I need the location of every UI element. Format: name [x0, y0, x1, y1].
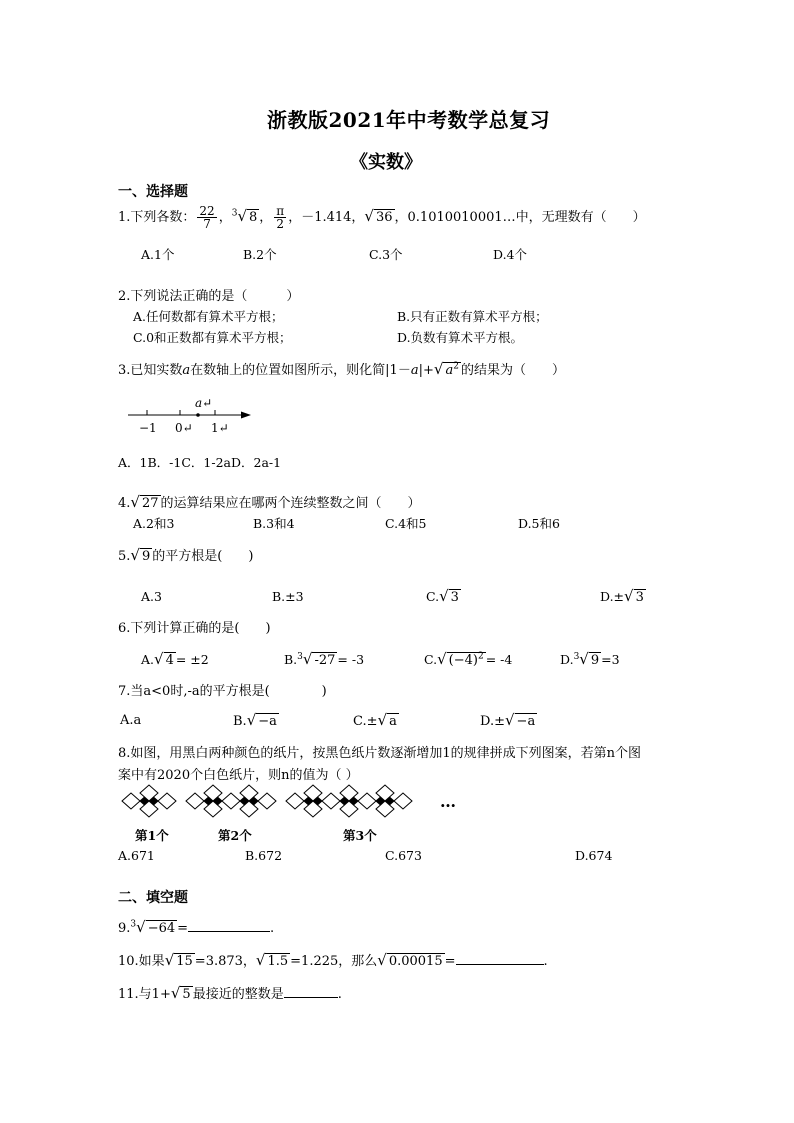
radical-icon: √	[579, 650, 589, 668]
q5-option-c-radicand: 3	[450, 590, 459, 605]
q4-prefix: 4.	[118, 496, 131, 511]
pattern-3	[286, 785, 412, 817]
q9-answer-blank[interactable]	[188, 919, 270, 932]
q3-exponent: 2	[453, 361, 459, 372]
q10-answer-blank[interactable]	[456, 952, 544, 965]
q10-value-2: =1.225，那么	[290, 954, 378, 969]
q3-stem-b: 在数轴上的位置如图所示，则化简|1－	[190, 363, 411, 378]
page-subtitle: 《实数》	[350, 152, 422, 173]
section-choice-heading: 一、选择题	[118, 184, 188, 200]
q1-prefix: 1.下列各数：	[118, 210, 196, 225]
q1-frac1-num: 22	[199, 204, 215, 218]
q7-option-a: A.a	[120, 713, 142, 728]
number-line-tick-0: 0↵	[175, 421, 193, 435]
question-5	[118, 545, 253, 564]
q6-c-radicand-base: (−4)	[448, 653, 478, 668]
q5-sqrt-radicand: 9	[141, 549, 151, 564]
q11-end: .	[337, 987, 342, 1002]
number-line-tick-neg1: −1	[139, 421, 157, 435]
number-line-label-a: a↵	[195, 396, 213, 410]
q5-suffix: 的平方根是( )	[152, 549, 254, 564]
q2-option-c: C.0和正数都有算术平方根；	[133, 330, 292, 345]
q8-ellipsis: …	[440, 792, 456, 811]
radical-icon: √	[439, 587, 449, 605]
q1-frac2-den: 2	[276, 217, 285, 231]
number-line-diagram	[125, 393, 260, 443]
q6-c-exponent: 2	[477, 651, 484, 662]
q3-stem-d: 的结果为（ ）	[460, 363, 565, 378]
q1-cbrt-index: 3	[231, 208, 238, 219]
q6-a-result: = ±2	[175, 652, 209, 667]
q6-option-c	[424, 650, 512, 668]
question-9	[118, 918, 274, 936]
q3-sqrt-radicand	[443, 362, 461, 378]
q5-option-d-label: D.±	[600, 589, 625, 604]
q7-option-c	[353, 711, 399, 729]
q4-option-b: B.3和4	[253, 516, 295, 531]
radical-icon: √	[302, 650, 313, 668]
q6-c-result: = -4	[485, 652, 513, 667]
radical-icon: √	[130, 493, 140, 511]
q1-frac1-den: 7	[203, 217, 211, 231]
q6-a-radicand: 4	[165, 653, 174, 668]
question-8-line-2: 案中有2020个白色纸片，则n的值为（ ）	[118, 768, 359, 783]
q11-radicand: 5	[182, 987, 191, 1002]
question-2: 2.下列说法正确的是（ ）	[118, 289, 300, 304]
q2-option-a: A.任何数都有算术平方根；	[133, 309, 284, 324]
radical-icon: √	[130, 546, 140, 564]
q5-option-c-label: C.	[426, 589, 440, 604]
question-3	[118, 359, 565, 378]
radical-icon: √	[170, 984, 181, 1002]
q3-rad-var: a	[445, 363, 454, 378]
radical-icon: √	[246, 711, 257, 729]
q6-d-radicand: 9	[590, 653, 600, 668]
q1-mid: ，－1.414，	[288, 210, 365, 225]
q1-fraction-22-7	[197, 205, 216, 230]
q5-option-b: B.±3	[272, 589, 304, 604]
radical-icon: √	[504, 711, 515, 729]
q8-label-3: 第3个	[343, 828, 377, 843]
q3-stem-c: |+	[418, 363, 434, 378]
q7-c-label: C.±	[353, 714, 378, 729]
radical-icon: √	[364, 207, 374, 225]
q4-option-a: A.2和3	[133, 516, 175, 531]
q10-end: .	[543, 954, 548, 969]
question-4	[118, 492, 421, 511]
question-8-line-1: 8.如图，用黑白两种颜色的纸片，按黑色纸片数逐渐增加1的规律拼成下列图案，若第n个图	[118, 746, 642, 761]
q5-option-d	[600, 587, 646, 605]
q6-d-result: =3	[601, 652, 620, 667]
radical-icon: √	[136, 918, 146, 936]
q9-equals: =	[177, 921, 189, 936]
q4-suffix: 的运算结果应在哪两个连续整数之间（ ）	[160, 496, 421, 511]
q5-option-a: A.3	[141, 589, 162, 604]
q3-answers: A．1B．-1C．1-2aD．2a-1	[118, 455, 282, 470]
radical-icon: √	[164, 951, 175, 969]
q11-suffix: 最接近的整数是	[192, 987, 284, 1002]
q7-option-b	[233, 711, 279, 729]
tile-pattern-figure	[118, 784, 438, 828]
q6-option-b	[284, 650, 364, 668]
radical-icon: √	[377, 711, 388, 729]
q4-option-c: C.4和5	[385, 516, 427, 531]
q1-cbrt-radicand: 8	[249, 210, 258, 225]
q6-option-a	[141, 650, 209, 668]
q10-prefix: 10.如果	[118, 954, 165, 969]
q10-value-1: =3.873，	[194, 954, 256, 969]
q1-sqrt-radicand: 36	[375, 210, 393, 225]
page-title: 浙教版2021年中考数学总复习	[267, 108, 551, 132]
q8-label-2: 第2个	[218, 828, 252, 843]
q6-d-label: D.	[560, 652, 574, 667]
q7-b-radicand: −a	[258, 714, 277, 729]
q4-option-d: D.5和6	[518, 516, 560, 531]
radical-icon: √	[624, 587, 634, 605]
pattern-1	[122, 785, 176, 817]
q5-option-c	[426, 587, 461, 605]
q5-prefix: 5.	[118, 549, 131, 564]
q1-suffix: ，0.1010010001…中，无理数有（ ）	[394, 210, 646, 225]
q7-c-radicand: a	[389, 714, 397, 729]
q1-fraction-pi-2	[274, 205, 286, 230]
q3-var2: a	[410, 363, 419, 378]
q9-index: 3	[130, 919, 137, 930]
q2-option-b: B.只有正数有算术平方根；	[397, 309, 548, 324]
q7-b-label: B.	[233, 714, 247, 729]
q3-var: a	[182, 363, 191, 378]
q6-a-label: A.	[141, 652, 155, 667]
q3-stem-a: 3.已知实数	[118, 363, 183, 378]
q5-option-d-radicand: 3	[635, 590, 644, 605]
q8-option-d: D.674	[575, 848, 613, 863]
q2-option-d: D.负数有算术平方根。	[397, 330, 524, 345]
section-fill-heading: 二、填空题	[118, 890, 188, 906]
q9-prefix: 9.	[118, 921, 131, 936]
q10-radicand-3: 0.00015	[388, 954, 443, 969]
q6-d-index: 3	[573, 651, 580, 662]
q8-label-1: 第1个	[135, 828, 169, 843]
q8-option-a: A.671	[118, 848, 155, 863]
q9-radicand: −64	[147, 921, 176, 936]
q6-b-index: 3	[297, 651, 303, 662]
q6-c-radicand	[447, 652, 486, 668]
q1-option-c: C.3个	[369, 247, 403, 262]
q6-b-label: B.	[284, 652, 298, 667]
q10-radicand-2: 1.5	[267, 954, 289, 969]
q1-option-b: B.2个	[243, 247, 277, 262]
radical-icon: √	[154, 650, 164, 668]
radical-icon: √	[237, 207, 247, 225]
q1-option-a: A.1个	[141, 247, 175, 262]
question-10	[118, 950, 548, 969]
number-line-tick-1: 1↵	[211, 421, 229, 435]
pattern-2	[186, 785, 276, 817]
q1-option-d: D.4个	[493, 247, 528, 262]
q10-radicand-1: 15	[176, 954, 193, 969]
q4-sqrt-radicand: 27	[141, 496, 159, 511]
q7-option-d	[480, 711, 537, 729]
radical-icon: √	[437, 650, 447, 668]
question-11	[118, 983, 342, 1002]
radical-icon: √	[255, 951, 266, 969]
radical-icon: √	[433, 360, 444, 378]
question-6: 6.下列计算正确的是( )	[118, 621, 271, 636]
q11-prefix: 11.与1+	[118, 987, 171, 1002]
q7-d-radicand: −a	[516, 714, 536, 729]
q11-answer-blank[interactable]	[284, 985, 338, 998]
q10-equals: =	[444, 954, 456, 969]
q6-b-result: = -3	[337, 652, 365, 667]
q6-option-d	[560, 650, 620, 668]
q6-b-radicand: -27	[314, 653, 336, 668]
radical-icon: √	[377, 951, 387, 969]
q1-frac2-num: π	[276, 204, 285, 218]
q8-option-b: B.672	[245, 848, 283, 863]
q8-option-c: C.673	[385, 848, 422, 863]
q7-d-label: D.±	[480, 714, 505, 729]
q6-c-label: C.	[424, 652, 438, 667]
q9-end: .	[270, 921, 275, 936]
question-1: 1.下列各数： $\frac{22}{7}$ ，$^3$√ 8 ， $\frac{\pi}{2}$ ，－1.414，√ 36 ，0.1010010001…中，无理数有（ ）	[118, 204, 646, 231]
question-7: 7.当a<0时,-a的平方根是( )	[118, 684, 327, 699]
